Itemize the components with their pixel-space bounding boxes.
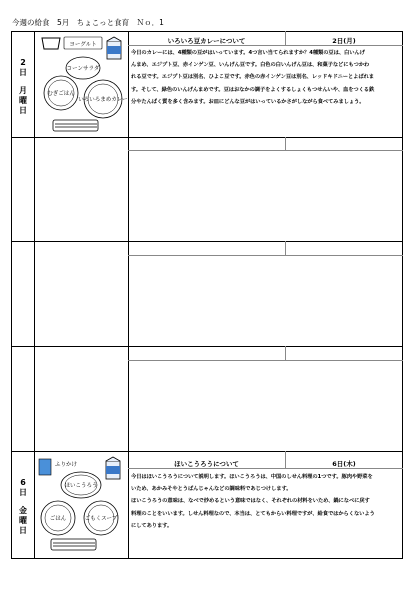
weekday-char: 曜	[19, 96, 27, 105]
header-split	[285, 31, 286, 45]
menu-label-curry: いろいろまめカレー	[78, 97, 128, 103]
topic-title: いろいろ豆カレーについて	[167, 37, 246, 45]
weekday-char: 日	[19, 526, 27, 535]
weekday-char: 日	[19, 106, 27, 115]
weekday-char: 金	[19, 506, 27, 515]
menu-label-soup: ごもくスープ	[84, 516, 118, 522]
menu-label-huikoro: ほいこうろう	[64, 483, 98, 489]
weekday-char: 月	[19, 86, 27, 95]
header-split	[285, 241, 286, 255]
body-line: 今日はほいこうろうについて説明します。ほいこうろうは、中国のしせん料理の1つです。豚肉や野菜を	[131, 474, 373, 480]
menu-label-yogurt: ヨーグルト	[69, 42, 97, 48]
page-title: 今週の給食 5月 ちょこっと食育 Ｎｏ．1	[12, 18, 164, 27]
yogurt-cup-icon	[42, 38, 60, 49]
menu-label-rice: むぎごはん	[47, 91, 75, 97]
menu-label-salad: コーンサラダ	[66, 66, 100, 72]
body-line: れる豆です。エジプト豆は別名、ひよこ豆です。赤色の赤インゲン豆は別名、レッドキドニーとよばれま	[131, 74, 374, 81]
topic-date: 6日(木)	[332, 460, 356, 468]
header-line	[128, 468, 403, 469]
date-unit: 日	[19, 488, 27, 497]
header-split	[285, 137, 286, 150]
row-divider	[11, 241, 403, 242]
milk-carton-icon	[107, 37, 121, 59]
column-divider	[128, 31, 129, 559]
row-divider	[11, 346, 403, 347]
day-label-1	[12, 58, 34, 116]
header-line	[128, 45, 403, 46]
body-line: す。そして、緑色のいんげんまめです。豆はおなかの調子をよくするしょくもつせんいや、血をつくる鉄	[131, 86, 375, 93]
topic-date: 2日(月)	[332, 37, 356, 45]
header-line	[128, 255, 403, 256]
date-number: 2	[20, 58, 26, 67]
menu-label-rice: ごはん	[49, 516, 67, 522]
menu-illustration	[35, 451, 128, 559]
topic-body	[131, 471, 375, 532]
body-line: んまめ、エジプト豆、赤インゲン豆、いんげん豆です。白色の白いんげん豆は、和菓子などにもつかわ	[131, 62, 370, 69]
cutlery-tray-icon	[53, 120, 98, 131]
date-unit: 日	[19, 68, 27, 77]
menu-label-furikake: ふりかけ	[55, 462, 78, 468]
menu-illustration	[35, 31, 128, 137]
header-line	[128, 150, 403, 151]
body-line: 分やたんぱく質を多く含みます。お皿にどんな豆がはいっているかさがしながら食べてみましょう。	[131, 98, 365, 105]
furikake-packet-icon	[39, 459, 51, 475]
topic-body	[131, 47, 374, 108]
milk-carton-icon	[106, 457, 120, 479]
header-line	[128, 360, 403, 361]
day-label-5	[12, 478, 34, 536]
body-line: 今日のカレーには、4種類の豆がはいっています。4つ言い当てられますか？4種類の豆は、白いんげ	[131, 50, 365, 56]
header-split	[285, 346, 286, 360]
header-split	[285, 451, 286, 468]
date-number: 6	[20, 478, 26, 487]
body-line: ほいこうろうの意味は、なべで炒めるという意味ではなく、それぞれの材料をいため、鍋になべに戻す	[131, 498, 370, 505]
cutlery-tray-icon	[51, 539, 96, 550]
weekday-char: 曜	[19, 516, 27, 525]
row-divider	[11, 137, 403, 138]
body-line: にしてあります。	[131, 522, 173, 529]
body-line: 料理のことをいいます。しせん料理なので、本当は、とてもからい料理ですが、給食ではからくないよう	[131, 510, 375, 517]
body-line: いため、あかみそやとうばんじゃんなどの調味料であじつけします。	[131, 486, 292, 493]
topic-title: ほいこうろうについて	[174, 460, 239, 468]
